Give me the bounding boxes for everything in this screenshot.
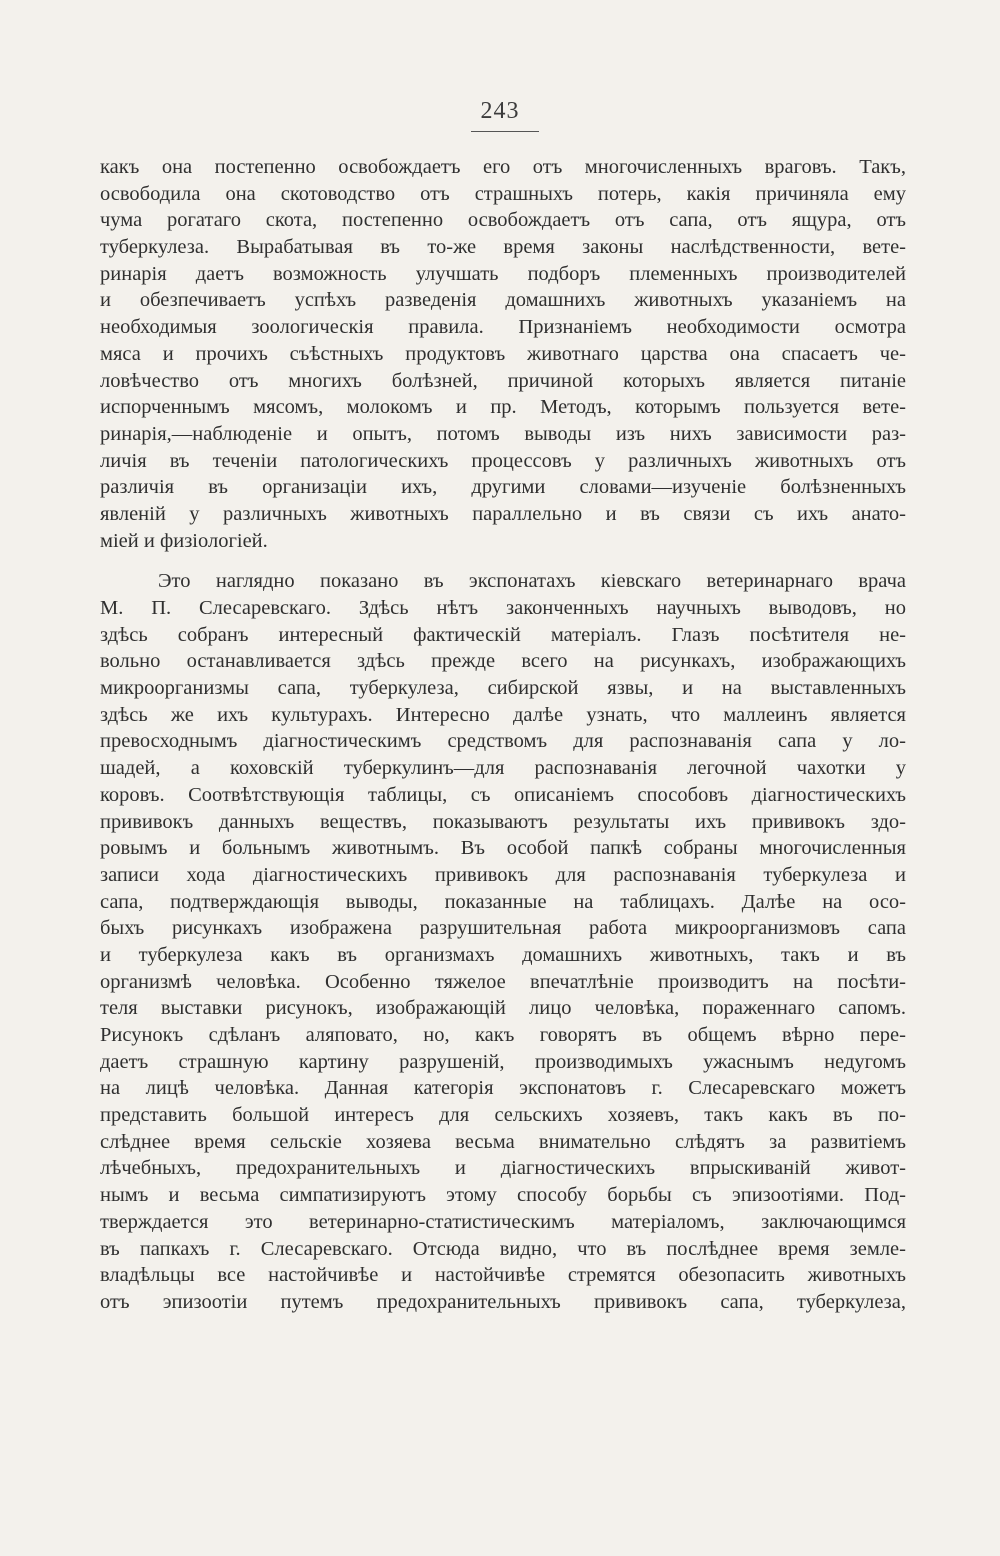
text-line: слѣднее время сельскіе хозяева весьма внимательно слѣдятъ за развитіемъ (100, 1130, 906, 1153)
text-line: здѣсь же ихъ культурахъ. Интересно далѣе узнать, что маллеинъ является (100, 703, 906, 726)
text-line: владѣльцы все настойчивѣе и настойчивѣе стремятся обезопасить животныхъ (100, 1264, 906, 1287)
text-line: микроорганизмы сапа, туберкулеза, сибирской язвы, и на выставленныхъ (100, 677, 906, 700)
text-line: Рисунокъ сдѣланъ аляповато, но, какъ говорятъ въ общемъ вѣрно пере- (100, 1024, 906, 1046)
paragraph-2 (100, 568, 906, 1315)
page-number-rule (471, 131, 539, 132)
text-line: прививокъ данныхъ веществъ, показываютъ результаты ихъ прививокъ здо- (100, 810, 906, 833)
text-line: теля выставки рисунокъ, изображающій лицо человѣка, пораженнаго сапомъ. (100, 997, 906, 1020)
text-line: мяса и прочихъ съѣстныхъ продуктовъ животнаго царства она спасаетъ че- (100, 342, 906, 365)
text-line: вольно останавливается здѣсь прежде всего на рисункахъ, изображающихъ (100, 650, 906, 673)
text-line: освободила она скотоводство отъ страшныхъ потерь, какія причиняла ему (100, 182, 906, 205)
text-line: явленій у различныхъ животныхъ параллельно и въ связи съ ихъ анато- (100, 502, 906, 525)
text-line: представить большой интересъ для сельскихъ хозяевъ, такъ какъ въ по- (100, 1104, 906, 1127)
text-line: сапа, подтверждающія выводы, показанные на таблицахъ. Далѣе на осо- (100, 890, 906, 913)
text-line: лѣчебныхъ, предохранительныхъ и діагностическихъ впрыскиваній живот- (100, 1157, 906, 1180)
text-line: превосходнымъ діагностическимъ средствомъ для распознаванія сапа у ло- (100, 730, 906, 753)
paragraph-gap (100, 554, 906, 568)
text-line: ровымъ и больнымъ животнымъ. Въ особой папкѣ собраны многочисленныя (100, 837, 906, 860)
text-line: отъ эпизоотіи путемъ предохранительныхъ прививокъ сапа, туберкулеза, (100, 1290, 906, 1313)
text-line: даетъ страшную картину разрушеній, производимыхъ ужаснымъ недугомъ (100, 1050, 906, 1073)
text-line: личія въ теченіи патологическихъ процессовъ у различныхъ животныхъ отъ (100, 449, 906, 472)
text-line: тверждается это ветеринарно-статистическимъ матеріаломъ, заключающимся (100, 1210, 906, 1233)
text-line: организмѣ человѣка. Особенно тяжелое впечатлѣніе производитъ на посѣти- (100, 970, 906, 993)
text-line: какъ она постепенно освобождаетъ его отъ многочисленныхъ враговъ. Такъ, (100, 156, 906, 178)
text-line: быхъ рисункахъ изображена разрушительная работа микроорганизмовъ сапа (100, 917, 906, 940)
text-line: и туберкулеза какъ въ организмахъ домашнихъ животныхъ, такъ и въ (100, 943, 906, 966)
text-line: М. П. Слесаревскаго. Здѣсь нѣтъ законченныхъ научныхъ выводовъ, но (100, 597, 906, 619)
text-line: нымъ и весьма симпатизируютъ этому способу борьбы съ эпизоотіями. Под- (100, 1184, 906, 1207)
text-line: различія въ организаціи ихъ, другими словами—изученіе болѣзненныхъ (100, 476, 906, 499)
text-line: записи хода діагностическихъ прививокъ для распознаванія туберкулеза и (100, 863, 906, 886)
text-line: чума рогатаго скота, постепенно освобождаетъ отъ сапа, отъ ящура, отъ (100, 209, 906, 232)
text-line: здѣсь собранъ интересный фактическій матеріалъ. Глазъ посѣтителя не- (100, 623, 906, 646)
text-line: Это наглядно показано въ экспонатахъ кіевскаго ветеринарнаго врача (158, 570, 906, 593)
text-line: на лицѣ человѣка. Данная категорія экспонатовъ г. Слесаревскаго можетъ (100, 1077, 906, 1100)
page-number: 243 (480, 98, 520, 124)
body-text (100, 154, 906, 1316)
text-line: въ папкахъ г. Слесаревскаго. Отсюда видно, что въ послѣднее время земле- (100, 1237, 906, 1260)
text-line: и обезпечиваетъ успѣхъ разведенія домашнихъ животныхъ указаніемъ на (100, 289, 906, 312)
text-line: ринарія даетъ возможность улучшать подборъ племенныхъ производителей (100, 262, 906, 285)
text-line: міей и физіологіей. (100, 529, 268, 552)
text-line: ловѣчество отъ многихъ болѣзней, причиной которыхъ является питаніе (100, 369, 906, 392)
text-line: шадей, а коховскій туберкулинъ—для распознаванія легочной чахотки у (100, 757, 906, 780)
text-line: коровъ. Соотвѣтствующія таблицы, съ описаніемъ способовъ діагностическихъ (100, 783, 906, 806)
text-line: испорченнымъ мясомъ, молокомъ и пр. Методъ, которымъ пользуется вете- (100, 396, 906, 419)
text-line: необходимыя зоологическія правила. Признаніемъ необходимости осмотра (100, 316, 906, 339)
paragraph-1 (100, 154, 906, 554)
text-line: ринарія,—наблюденіе и опытъ, потомъ выводы изъ нихъ зависимости раз- (100, 422, 906, 445)
text-line: туберкулеза. Вырабатывая въ то-же время законы наслѣдственности, вете- (100, 236, 906, 259)
